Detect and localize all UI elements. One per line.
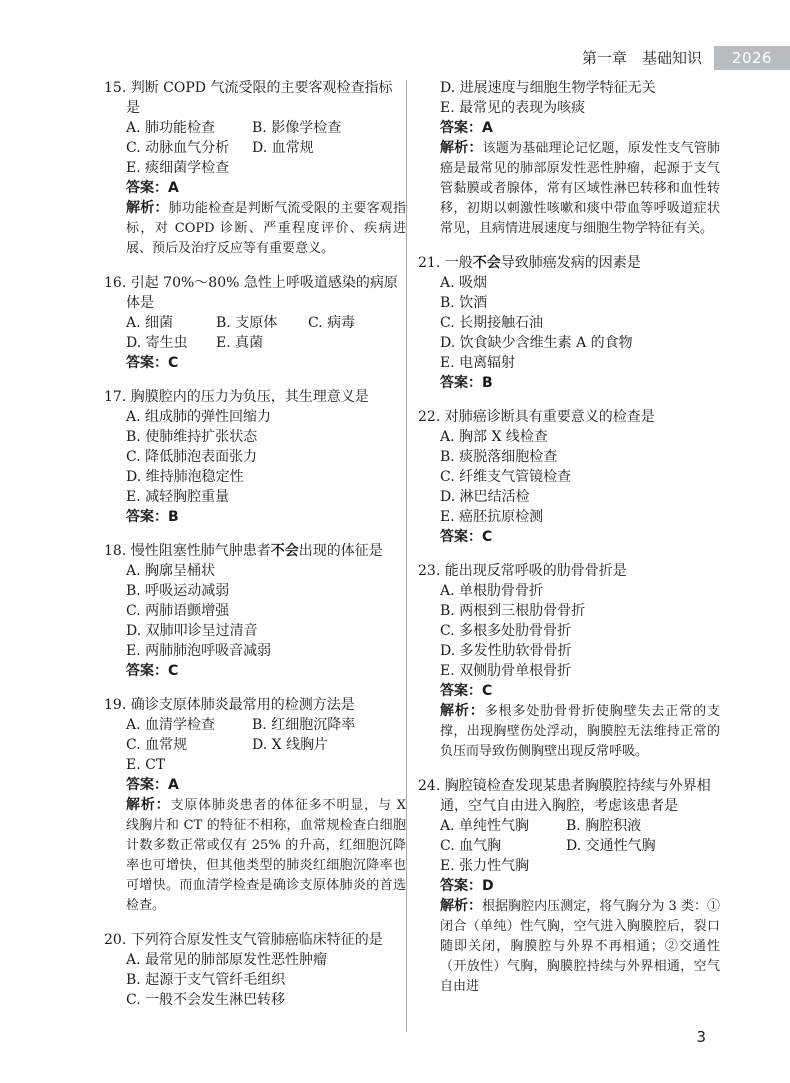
option-e: E. 电离辐射 (440, 355, 516, 371)
question-stem: 17. 胸膜腔内的压力为负压，其生理意义是 (104, 389, 369, 405)
question-17 (104, 387, 406, 527)
option-b: B. 支原体 (216, 315, 278, 331)
analysis-text: 支原体肺炎患者的体征多不明显，与 X 线胸片和 CT 的特征不相称，血常规检查白细胞计数多数正常或仅有 25% 的升高，红细胞沉降率也可增快，但其他类型的肺炎红细胞沉降率也可增快。而血清学检查是确诊支原体肺炎的首选检查。 (126, 798, 407, 913)
option-c: C. 一般不会发生淋巴转移 (126, 992, 286, 1008)
option-a: A. 单根肋骨骨折 (440, 583, 544, 599)
option-c: C. 血气胸 (440, 838, 502, 854)
answer: 答案：D (440, 878, 494, 894)
answer: 答案：C (440, 529, 493, 545)
option-c: C. 多根多处肋骨骨折 (440, 623, 572, 639)
analysis (418, 896, 720, 997)
chapter-header: 第一章 基础知识 (581, 49, 702, 67)
option-e: E. 双侧肋骨单根骨折 (440, 663, 572, 679)
stem-emphasis: 不会 (472, 255, 501, 271)
analysis-label: 解析： (126, 200, 169, 216)
question-15 (104, 78, 406, 259)
question-20 (104, 930, 406, 1010)
option-d: D. 寄生虫 (126, 335, 188, 351)
option-b: B. 红细胞沉降率 (252, 717, 356, 733)
option-a: A. 吸烟 (440, 275, 488, 291)
option-c: C. 病毒 (308, 315, 356, 331)
answer: 答案：C (440, 683, 493, 699)
question-20-continued (418, 78, 720, 239)
analysis-text: 该题为基础理论记忆题，原发性支气管肺癌是最常见的肺部原发性恶性肿瘤，起源于支气管黏膜或者腺体，常有区域性淋巴转移和血性转移，初期以刺激性咳嗽和痰中带血等呼吸道症状常见，且病情进展速度与细胞生物学特征有关。 (440, 141, 720, 236)
option-a: A. 细菌 (126, 315, 174, 331)
question-stem: 23. 能出现反常呼吸的肋骨骨折是 (418, 563, 627, 579)
right-column (418, 78, 720, 997)
question-stem: 16. 引起 70%～80% 急性上呼吸道感染的病原体是 (104, 275, 398, 311)
option-d: D. 饮食缺少含维生素 A 的食物 (440, 335, 633, 351)
option-row (104, 138, 406, 158)
question-19 (104, 695, 406, 916)
option-c: C. 纤维支气管镜检查 (440, 469, 572, 485)
option-a: A. 组成肺的弹性回缩力 (126, 409, 272, 425)
stem-emphasis: 不会 (270, 543, 299, 559)
question-24 (418, 776, 720, 997)
option-a: A. 肺功能检查 (126, 120, 216, 136)
option-e: E. 两肺肺泡呼吸音减弱 (126, 643, 272, 659)
option-a: A. 单纯性气胸 (440, 818, 530, 834)
stem-text: 导致肺癌发病的因素是 (500, 255, 641, 271)
option-row (418, 836, 720, 856)
option-b: B. 胸腔积液 (566, 818, 642, 834)
option-d: D. 维持肺泡稳定性 (126, 469, 244, 485)
option-b: B. 痰脱落细胞检查 (440, 449, 558, 465)
question-21 (418, 253, 720, 393)
question-stem: 22. 对肺癌诊断具有重要意义的检查是 (418, 409, 655, 425)
analysis-label: 解析： (126, 797, 171, 813)
question-stem (104, 541, 406, 561)
option-b: B. 起源于支气管纤毛组织 (126, 972, 286, 988)
option-e: E. 痰细菌学检查 (126, 160, 230, 176)
analysis (418, 701, 720, 762)
option-e: E. 真菌 (216, 335, 264, 351)
analysis (104, 795, 406, 916)
option-b: B. 饮酒 (440, 295, 488, 311)
analysis-label: 解析： (440, 898, 483, 914)
answer: 答案：C (126, 663, 179, 679)
analysis-text: 多根多处肋骨骨折使胸壁失去正常的支撑，出现胸壁伤处浮动，胸膜腔无法维持正常的负压而导致伤侧胸壁出现反常呼吸。 (440, 704, 720, 759)
option-row (104, 715, 406, 735)
question-22 (418, 407, 720, 547)
option-c: C. 长期接触石油 (440, 315, 544, 331)
option-e: E. CT (126, 757, 166, 773)
option-e: E. 最常见的表现为咳痰 (440, 100, 586, 116)
option-c: C. 血常规 (126, 737, 188, 753)
option-b: B. 呼吸运动减弱 (126, 583, 230, 599)
analysis (104, 198, 406, 259)
option-a: A. 最常见的肺部原发性恶性肿瘤 (126, 952, 328, 968)
option-e: E. 减轻胸腔重量 (126, 489, 230, 505)
option-b: B. 两根到三根肋骨骨折 (440, 603, 586, 619)
option-row (104, 735, 406, 755)
option-d: D. 进展速度与细胞生物学特征无关 (440, 80, 656, 96)
question-stem: 24. 胸腔镜检查发现某患者胸膜腔持续与外界相通，空气自由进入胸腔，考虑该患者是 (418, 778, 711, 814)
page-number: 3 (696, 1028, 706, 1046)
option-d: D. 交通性气胸 (566, 838, 656, 854)
analysis-label: 解析： (440, 703, 485, 719)
option-e: E. 癌胚抗原检测 (440, 509, 544, 525)
option-d: D. 血常规 (252, 140, 314, 156)
option-c: C. 降低肺泡表面张力 (126, 449, 258, 465)
question-23 (418, 561, 720, 762)
analysis (418, 138, 720, 239)
question-stem: 15. 判断 COPD 气流受限的主要客观检查指标是 (104, 80, 393, 116)
option-d: D. 淋巴结活检 (440, 489, 530, 505)
column-divider (406, 80, 407, 1032)
option-d: D. 多发性肋软骨骨折 (440, 643, 572, 659)
year-tab: 2026 (714, 46, 790, 70)
question-stem (418, 253, 720, 273)
option-d: D. X 线胸片 (252, 737, 329, 753)
question-16 (104, 273, 406, 373)
option-c: C. 动脉血气分析 (126, 140, 230, 156)
option-e: E. 张力性气胸 (440, 858, 530, 874)
option-d: D. 双肺叩诊呈过清音 (126, 623, 258, 639)
answer: 答案：B (126, 509, 179, 525)
answer: 答案：A (440, 120, 493, 136)
stem-text: 18. 慢性阻塞性肺气肿患者 (104, 543, 271, 559)
analysis-text: 肺功能检查是判断气流受限的主要客观指标，对 COPD 诊断、严重程度评价、疾病进展、预后及治疗反应等有重要意义。 (126, 201, 406, 256)
option-row (104, 118, 406, 138)
option-row (104, 333, 406, 353)
answer: 答案：C (126, 355, 179, 371)
stem-text: 21. 一般 (418, 255, 473, 271)
option-a: A. 血清学检查 (126, 717, 216, 733)
answer: 答案：B (440, 375, 493, 391)
option-row (418, 816, 720, 836)
question-stem: 20. 下列符合原发性支气管肺癌临床特征的是 (104, 932, 383, 948)
option-row (104, 313, 406, 333)
stem-text: 出现的体征是 (298, 543, 383, 559)
option-c: C. 两肺语颤增强 (126, 603, 230, 619)
option-a: A. 胸部 X 线检查 (440, 429, 548, 445)
answer: 答案：A (126, 777, 179, 793)
question-18 (104, 541, 406, 681)
analysis-text: 根据胸腔内压测定，将气胸分为 3 类：①闭合（单纯）性气胸，空气进入胸膜腔后，裂口随即关闭，胸膜腔与外界不再相通；②交通性（开放性）气胸，胸膜腔持续与外界相通，空气自由进 (440, 899, 721, 994)
option-b: B. 影像学检查 (252, 120, 342, 136)
question-stem: 19. 确诊支原体肺炎最常用的检测方法是 (104, 697, 355, 713)
analysis-label: 解析： (440, 140, 483, 156)
option-b: B. 使肺维持扩张状态 (126, 429, 258, 445)
option-a: A. 胸廓呈桶状 (126, 563, 216, 579)
answer: 答案：A (126, 180, 179, 196)
left-column (104, 78, 406, 1010)
